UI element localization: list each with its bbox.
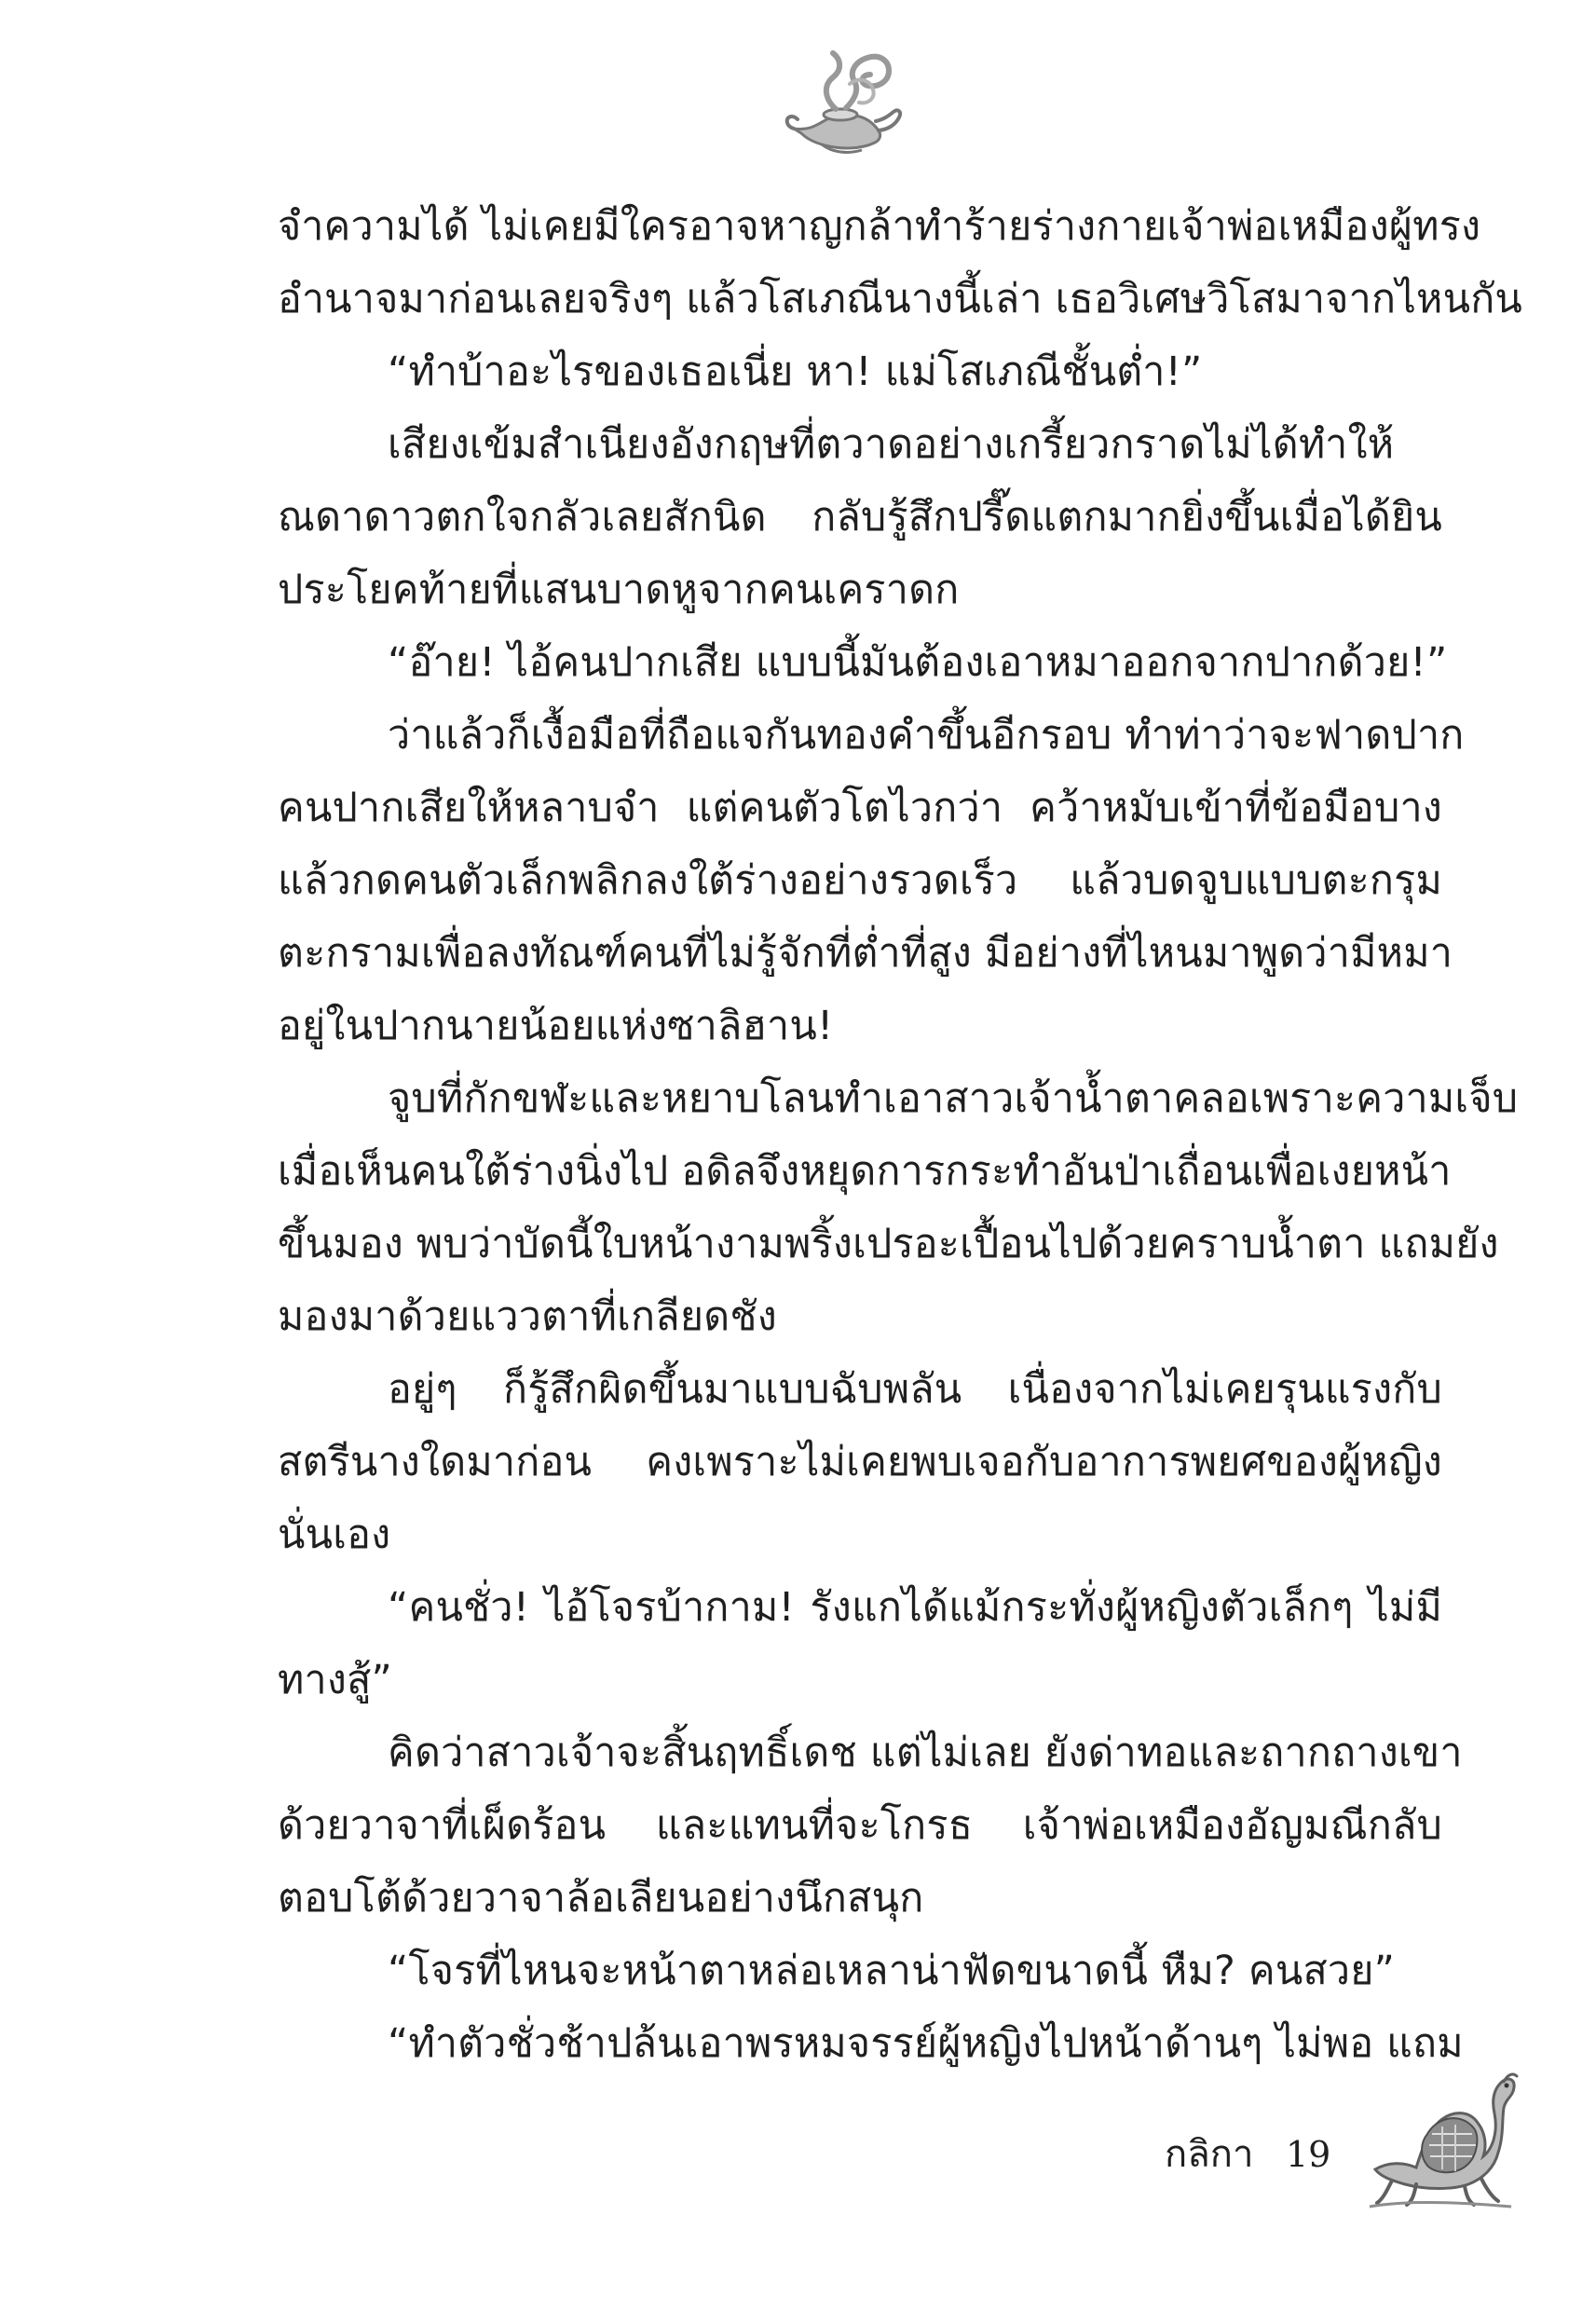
text-line: “ทำตัวชั่วช้าปล้นเอาพรหมจรรย์ผู้หญิงไปหน้าด้านๆ ไม่พอ แถม [388,2020,1464,2067]
text-line: สตรีนางใดมาก่อน คงเพราะไม่เคยพบเจอกับอาการพยศของผู้หญิง [278,1439,1442,1485]
document-body [278,194,1523,2141]
text-line: นั่นเอง [278,1511,391,1558]
text-line: ตะกรามเพื่อลงทัณฑ์คนที่ไม่รู้จักที่ต่ำที่สูง มีอย่างที่ไหนมาพูดว่ามีหมา [278,930,1453,977]
text-line: อยู่ในปากนายน้อยแห่งซาลิฮาน! [278,1003,834,1049]
text-line: เสียงเข้มสำเนียงอังกฤษที่ตวาดอย่างเกรี้ยวกราดไม่ได้ทำให้ [388,421,1395,468]
text-line: จำความได้ ไม่เคยมีใครอาจหาญกล้าทำร้ายร่างกายเจ้าพ่อเหมืองผู้ทรง [278,203,1481,250]
text-line: “ทำบ้าอะไรของเธอเนี่ย หา! แม่โสเภณีชั้นต่ำ!” [388,349,1203,395]
text-line: อยู่ๆ ก็รู้สึกผิดขึ้นมาแบบฉับพลัน เนื่องจากไม่เคยรุนแรงกับ [388,1366,1442,1413]
text-line: “อ๊าย! ไอ้คนปากเสีย แบบนี้มันต้องเอาหมาออกจากปากด้วย!” [388,639,1448,686]
page-footer [1165,2121,1370,2188]
text-line: มองมาด้วยแววตาที่เกลียดชัง [278,1293,777,1340]
text-line: เมื่อเห็นคนใต้ร่างนิ่งไป อดิลจึงหยุดการกระทำอันป่าเถื่อนเพื่อเงยหน้า [278,1148,1452,1195]
magic-lamp-icon [784,48,904,162]
text-line: ด้วยวาจาที่เผ็ดร้อน และแทนที่จะโกรธ เจ้าพ่อเหมืองอัญมณีกลับ [278,1802,1442,1849]
text-line: ขึ้นมอง พบว่าบัดนี้ใบหน้างามพริ้งเปรอะเปื้อนไปด้วยคราบน้ำตา แถมยัง [278,1221,1499,1267]
page-number: 19 [1286,2134,1331,2175]
camel-icon [1360,2052,1519,2210]
text-line: “คนชั่ว! ไอ้โจรบ้ากาม! รังแกได้แม้กระทั่งผู้หญิงตัวเล็กๆ ไม่มี [388,1584,1442,1631]
text-line: แล้วกดคนตัวเล็กพลิกลงใต้ร่างอย่างรวดเร็ว แล้วบดจูบแบบตะกรุม [278,857,1442,904]
text-line: คิดว่าสาวเจ้าจะสิ้นฤทธิ์เดช แต่ไม่เลย ยังด่าทอและถากถางเขา [388,1730,1463,1776]
text-line: ประโยคท้ายที่แสนบาดหูจากคนเคราดก [278,567,960,613]
text-line: ณดาดาวตกใจกลัวเลยสักนิด กลับรู้สึกปรี๊ดแตกมากยิ่งขึ้นเมื่อได้ยิน [278,494,1442,540]
text-line: ว่าแล้วก็เงื้อมือที่ถือแจกันทองคำขึ้นอีกรอบ ทำท่าว่าจะฟาดปาก [388,712,1465,759]
book-title: กลิกา [1165,2133,1254,2176]
text-line: ทางสู้” [278,1657,393,1703]
text-line: อำนาจมาก่อนเลยจริงๆ แล้วโสเภณีนางนี้เล่า เธอวิเศษวิโสมาจากไหนกัน [278,276,1523,322]
text-line: “โจรที่ไหนจะหน้าตาหล่อเหลาน่าฟัดขนาดนี้ หืม? คนสวย” [388,1948,1396,1994]
text-line: จูบที่กักขฬะและหยาบโลนทำเอาสาวเจ้าน้ำตาคลอเพราะความเจ็บ [388,1075,1519,1122]
text-line: ตอบโต้ด้วยวาจาล้อเลียนอย่างนึกสนุก [278,1875,924,1921]
text-line: คนปากเสียให้หลาบจำ แต่คนตัวโตไวกว่า คว้าหมับเข้าที่ข้อมือบาง [278,785,1442,831]
